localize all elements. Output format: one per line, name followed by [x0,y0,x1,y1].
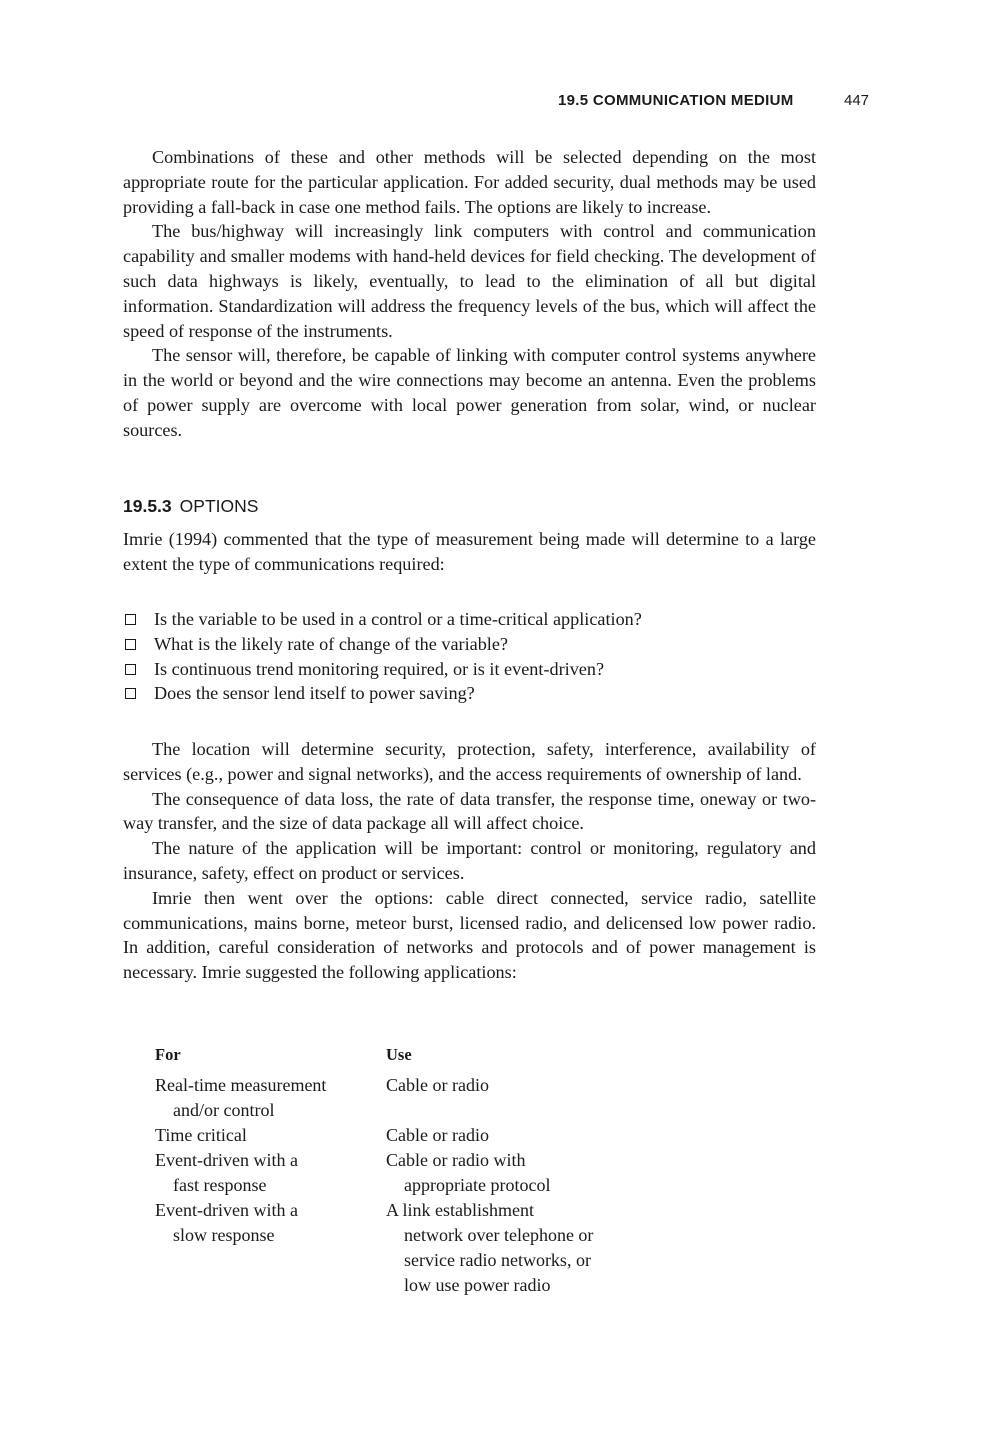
paragraph: Imrie then went over the options: cable direct connected, service radio, satellite communications, mains borne, meteor burst, licensed radio, and delicensed low power radio. In addition, careful consideration of networks and protocols and of power management is necessary. Imrie suggested the following applications: [123,887,816,983]
checkbox-bullet-icon [125,614,136,625]
cell-line: Cable or radio with [386,1150,526,1170]
checkbox-bullet-icon [125,639,136,650]
list-item [123,632,816,657]
paragraph: Combinations of these and other methods will be selected depending on the most appropriate route for the particular application. For added security, dual methods may be used providing a fall-back in case one method fails. The options are likely to increase. [123,147,816,217]
list-item [123,607,816,632]
column-header-use: Use [386,1045,412,1064]
table-cell-for [155,1073,380,1123]
options-intro [123,527,816,577]
list-item-text: Is continuous trend monitoring required, or is it event-driven? [154,658,605,679]
column-header-for: For [155,1045,181,1064]
paragraph: The bus/highway will increasingly link computers with control and communication capability and smaller modems with hand-held devices for field checking. The development of such data highways is likely, eventually, to lead to the elimination of all but digital information. Standardization will address the frequency levels of the bus, which will affect the speed of response of the instruments. [123,221,816,341]
cell-line: fast response [173,1175,267,1195]
cell-line: service radio networks, or [404,1250,591,1270]
checkbox-bullet-icon [125,688,136,699]
section-heading [123,496,258,517]
cell-line: and/or control [173,1100,275,1120]
discussion-paragraphs [123,737,816,985]
list-item-text: Is the variable to be used in a control or a time-critical application? [154,609,642,629]
page-number: 447 [844,92,870,109]
running-head [0,92,1008,114]
table-cell-use [386,1198,646,1298]
cell-line: Real-time measurement [155,1075,327,1095]
cell-line: low use power radio [404,1275,551,1295]
cell-line: Event-driven with a [155,1200,298,1220]
cell-line: network over telephone or [404,1225,594,1245]
cell-line: slow response [173,1225,275,1245]
cell-line: A link establishment [386,1200,534,1220]
list-item-text: What is the likely rate of change of the variable? [154,633,508,654]
cell-line: Time critical [155,1125,247,1145]
paragraph: The sensor will, therefore, be capable of linking with computer control systems anywhere in the world or beyond and the wire connections may become an antenna. Even the problems of power supply are overcome with local power generation from solar, wind, or nuclear sources. [123,345,816,440]
list-item-text: Does the sensor lend itself to power saving? [154,683,475,704]
cell-line: appropriate protocol [404,1175,551,1195]
table-cell-for [155,1123,380,1148]
list-item [123,657,816,682]
cell-line: Event-driven with a [155,1150,298,1170]
paragraph: Imrie (1994) commented that the type of measurement being made will determine to a large extent the type of communications required: [123,529,816,574]
checkbox-bullet-icon [125,664,136,675]
running-head-section-title: 19.5 COMMUNICATION MEDIUM [558,92,794,109]
table-cell-for [155,1198,380,1248]
intro-paragraphs [123,145,816,443]
table-cell-use [386,1123,646,1148]
section-title: OPTIONS [179,496,259,516]
list-item [123,681,816,706]
table-cell-use [386,1073,646,1098]
question-list [123,607,816,706]
section-number: 19.5.3 [123,496,172,516]
table-cell-use [386,1148,646,1198]
cell-line: Cable or radio [386,1125,489,1145]
paragraph: The location will determine security, protection, safety, interference, availability of services (e.g., power and signal networks), and the access requirements of ownership of land. [123,739,816,784]
table-cell-for [155,1148,380,1198]
paragraph: The consequence of data loss, the rate of data transfer, the response time, oneway or two-way transfer, and the size of data package all will affect choice. [123,788,816,834]
cell-line: Cable or radio [386,1075,489,1095]
paragraph: The nature of the application will be important: control or monitoring, regulatory and insurance, safety, effect on product or services. [123,838,816,883]
